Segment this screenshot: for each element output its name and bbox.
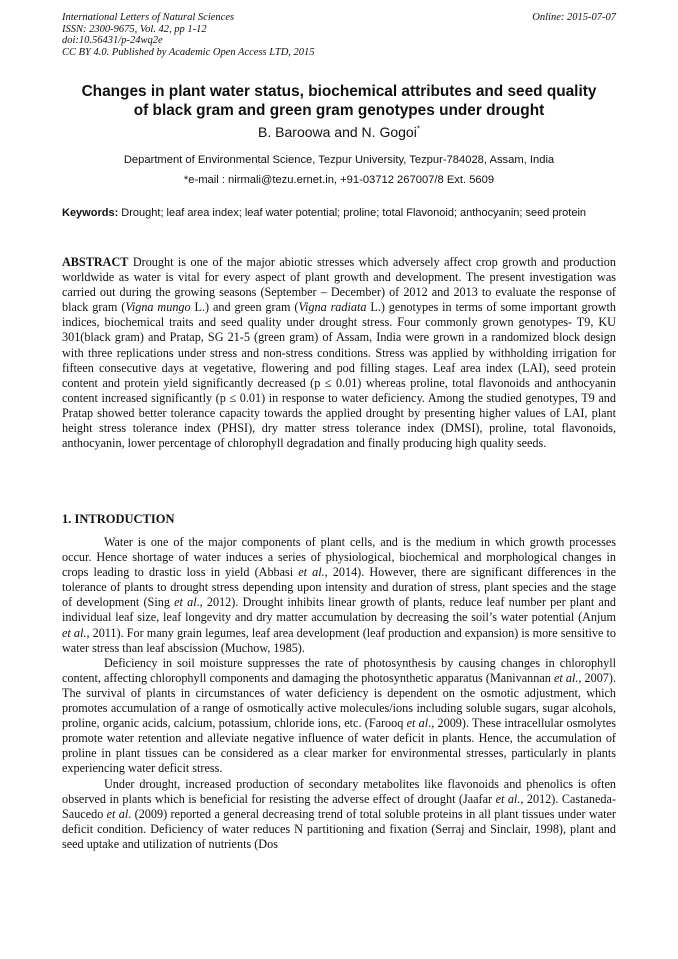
citation-etal: et al.	[298, 565, 325, 580]
keywords	[62, 206, 616, 222]
author-names: B. Baroowa and N. Gogoi	[258, 124, 417, 140]
journal-name: International Letters of Natural Sciences	[62, 12, 235, 23]
keywords-text: Drought; leaf area index; leaf water potential; proline; total Flavonoid; anthocyanin; seed protein	[118, 207, 587, 219]
species-name: Vigna mungo	[125, 300, 191, 315]
text: Water is one of the major components of plant cells, and is the medium in which growth processes occur. Hence shortage of water induces a series of physiological, biochemical and morphological changes in crops leading to drastic loss in yield (Abbasi	[62, 535, 616, 580]
paragraph	[62, 535, 616, 656]
abstract-text: L.) and green gram (	[190, 300, 299, 315]
paragraph	[62, 777, 616, 852]
citation-etal: et al.	[62, 625, 87, 640]
text: Deficiency in soil moisture suppresses the rate of photosynthesis by causing changes in chlorophyll content, affecting chlorophyll components and damaging the photosynthetic apparatus (Manivannan	[62, 655, 616, 685]
abstract-label: ABSTRACT	[62, 255, 129, 269]
section-heading: 1. INTRODUCTION	[62, 512, 175, 526]
citation-etal: et al.	[495, 791, 521, 806]
citation-etal: et al	[174, 595, 197, 610]
text: Under drought, increased production of secondary metabolites like flavonoids and phenolics is often observed in plants which is beneficial for resisting the adverse effect of drought (Jaafar	[62, 776, 616, 806]
text: ., 2012). Drought inhibits linear growth of plants, reduce leaf number per plant and individual leaf size, leaf longevity and dry matter accumulation by decreasing the soil’s water potential (Anjum	[62, 595, 617, 625]
affiliation: Department of Environmental Science, Tezpur University, Tezpur-784028, Assam, India	[123, 154, 555, 166]
license-line: CC BY 4.0. Published by Academic Open Access LTD, 2015	[62, 46, 315, 58]
text: . (2009) reported a general decreasing trend of total soluble proteins in all plant tissues under water deficit condition. Deficiency of water reduces N partitioning and fixation (Serraj and Sinclair, 1998), plant and seed uptake and utilization of nutrients (Dos	[62, 806, 616, 851]
citation-etal: et al	[106, 806, 129, 821]
doi-line: doi:10.56431/p-24wq2e	[62, 35, 163, 47]
online-date: Online: 2015-07-07	[532, 12, 616, 23]
title-line-2: of black gram and green gram genotypes under drought	[133, 102, 545, 119]
text: , 2007). The survival of plants in circumstances of water deficiency is dependent on the osmotic adjustment, which promotes accumulation of a range of osmotically active molecules/ions including soluble sugars, sugar alcohols, proline, organic acids, calcium, potassium, chloride ions, etc. (Farooq	[62, 670, 617, 731]
text: ., 2009). These intracellular osmolytes promote water retention and alleviate negative influence of water deficit in plants. Hence, the accumulation of proline in plant tissues can be considered as a clear marker for environmental stresses, particularly in plants experiencing water deficit stress.	[62, 716, 616, 776]
paper-title	[62, 82, 616, 120]
corresponding-mark: *	[416, 124, 420, 134]
issn-line: ISSN: 2300-9675, Vol. 42, pp 1-12	[62, 23, 207, 35]
citation-etal: et al	[406, 716, 429, 731]
journal-header	[62, 12, 616, 58]
keywords-label: Keywords:	[62, 207, 119, 219]
title-line-1: Changes in plant water status, biochemical attributes and seed quality	[81, 83, 597, 100]
affiliation-block	[62, 150, 616, 190]
text: , 2011). For many grain legumes, leaf area development (leaf production and expansion) is more sensitive to water stress than leaf abscission (Muchow, 1985).	[62, 625, 616, 655]
authors	[62, 124, 616, 140]
paragraph	[62, 656, 616, 777]
contact-email: *e-mail : nirmali@tezu.ernet.in, +91-03712 267007/8 Ext. 5609	[183, 174, 495, 186]
introduction-body	[62, 535, 616, 852]
citation-etal: et al.	[553, 670, 579, 685]
text: , 2014). However, there are significant differences in the tolerance of plants to drought stress depending upon intensity and duration of stress, plant species and the stage of development (Sing	[62, 565, 617, 610]
abstract-text: Drought is one of the major abiotic stresses which adversely affect crop growth and production worldwide as water is vital for every aspect of plant growth and development. The present investigation was carried out during the growing seasons (September – December) of 2012 and 2013 to evaluate the response of black gram (	[62, 255, 616, 315]
abstract	[62, 255, 616, 451]
species-name: Vigna radiata	[298, 300, 367, 315]
abstract-text: L.) genotypes in terms of some important growth indices, biochemical traits and seed quality under drought stress. Four commonly grown genotypes- T9, KU 301(black gram) and Pratap, SG 21-5 (green gram) of Assam, India were grown in a randomized block design with three replications under stress and non-stress conditions. Stress was applied by withholding irrigation for fifteen consecutive days at vegetative, flowering and pod filling stages. Leaf area index (LAI), seed protein content and protein yield significantly decreased (p ≤ 0.01) whereas proline, total flavonoids and anthocyanin content increased significantly (p ≤ 0.01) in response to water deficiency. Among the studied genotypes, T9 and Pratap showed better tolerance capacity towards the applied drought by presenting higher values of LAI, plant height stress tolerance index (PHSI), dry matter stress tolerance index (DMSI), proline, total flavonoids, anthocyanin, lower percentage of chlorophyll degradation and finally producing high quality seeds.	[62, 300, 616, 451]
text: , 2012). Castaneda-Saucedo	[62, 791, 616, 821]
